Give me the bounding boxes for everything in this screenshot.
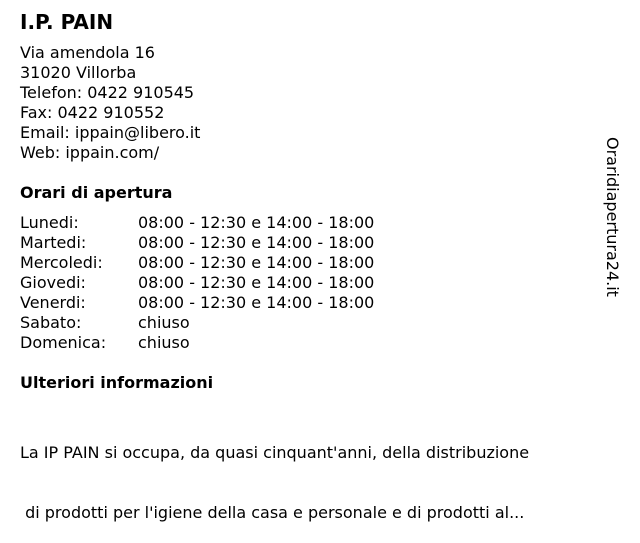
city-postcode: 31020 Villorba (20, 63, 137, 82)
time-range: 08:00 - 12:30 e 14:00 - 18:00 (138, 233, 375, 252)
fax-number: Fax: 0422 910552 (20, 103, 165, 122)
phone-number: Telefon: 0422 910545 (20, 83, 195, 102)
day-label: Martedi: (20, 233, 87, 252)
time-range: 08:00 - 12:30 e 14:00 - 18:00 (138, 213, 375, 232)
day-label: Domenica: (20, 333, 107, 352)
more-info-description (20, 403, 610, 543)
time-range: chiuso (138, 313, 190, 332)
site-watermark (603, 137, 634, 311)
address-block (20, 43, 200, 163)
description-line: La IP PAIN si occupa, da quasi cinquant'anni, della distribuzione (20, 443, 530, 462)
watermark-text: Oraridiapertura24.it (603, 137, 622, 297)
more-info-heading: Ulteriori informazioni (20, 373, 214, 392)
day-label: Sabato: (20, 313, 82, 332)
time-range: 08:00 - 12:30 e 14:00 - 18:00 (138, 293, 375, 312)
street-address: Via amendola 16 (20, 43, 155, 62)
description-line: di prodotti per l'igiene della casa e personale e di prodotti al... (20, 503, 525, 522)
website: Web: ippain.com/ (20, 143, 160, 162)
day-label: Mercoledi: (20, 253, 103, 272)
time-range: 08:00 - 12:30 e 14:00 - 18:00 (138, 273, 375, 292)
time-range: 08:00 - 12:30 e 14:00 - 18:00 (138, 253, 375, 272)
day-label: Lunedi: (20, 213, 79, 232)
email-address: Email: ippain@libero.it (20, 123, 201, 142)
day-label: Giovedi: (20, 273, 86, 292)
time-range: chiuso (138, 333, 190, 352)
opening-hours-heading: Orari di apertura (20, 183, 173, 202)
business-name: I.P. PAIN (20, 10, 114, 34)
day-label: Venerdi: (20, 293, 86, 312)
